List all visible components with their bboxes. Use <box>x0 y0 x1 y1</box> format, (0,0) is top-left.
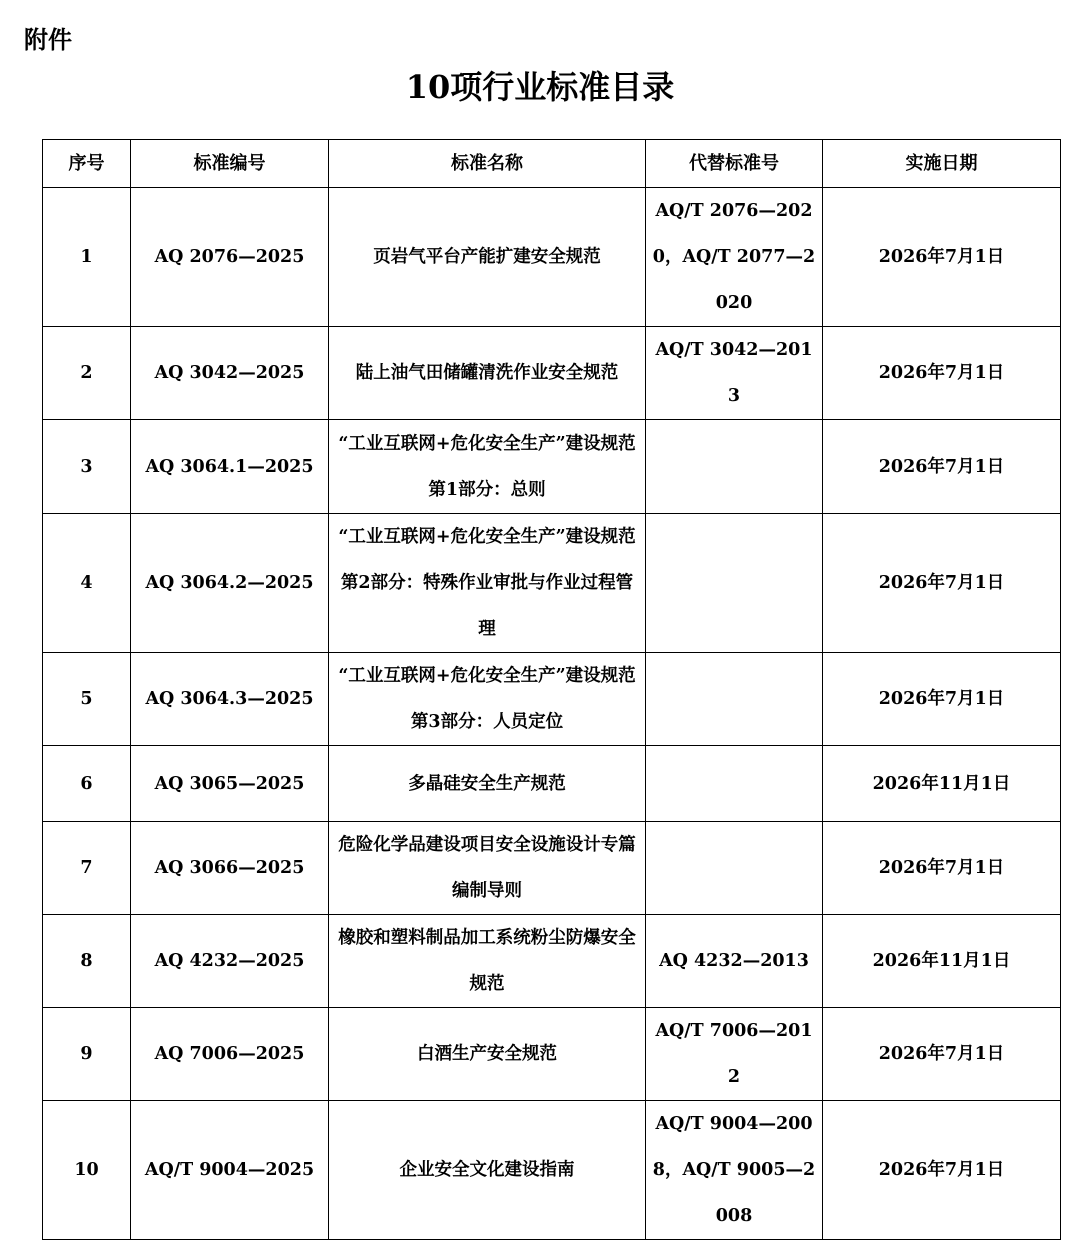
table-row <box>43 327 1061 420</box>
cell-name: “工业互联网+危化安全生产”建设规范 第2部分：特殊作业审批与作业过程管理 <box>329 514 646 653</box>
cell-no: 5 <box>43 653 131 746</box>
cell-code: AQ 3064.1—2025 <box>131 420 329 514</box>
cell-name: 危险化学品建设项目安全设施设计专篇编制导则 <box>329 822 646 915</box>
cell-no: 9 <box>43 1008 131 1101</box>
cell-name: 橡胶和塑料制品加工系统粉尘防爆安全规范 <box>329 915 646 1008</box>
cell-date: 2026年7月1日 <box>823 327 1061 420</box>
cell-no: 2 <box>43 327 131 420</box>
cell-replaced <box>646 653 823 746</box>
cell-code: AQ 7006—2025 <box>131 1008 329 1101</box>
cell-no: 3 <box>43 420 131 514</box>
cell-date: 2026年7月1日 <box>823 188 1061 327</box>
standards-table <box>42 139 1061 1240</box>
cell-date: 2026年7月1日 <box>823 420 1061 514</box>
cell-name: 页岩气平台产能扩建安全规范 <box>329 188 646 327</box>
column-header-no: 序号 <box>43 140 131 188</box>
cell-code: AQ 2076—2025 <box>131 188 329 327</box>
cell-code: AQ 3064.3—2025 <box>131 653 329 746</box>
cell-code: AQ 3042—2025 <box>131 327 329 420</box>
cell-replaced <box>646 822 823 915</box>
column-header-name: 标准名称 <box>329 140 646 188</box>
cell-code: AQ 3064.2—2025 <box>131 514 329 653</box>
document-title: 10项行业标准目录 <box>405 68 675 106</box>
cell-date: 2026年11月1日 <box>823 746 1061 822</box>
cell-date: 2026年7月1日 <box>823 1008 1061 1101</box>
cell-replaced: AQ/T 9004—2008，AQ/T 9005—2008 <box>646 1101 823 1240</box>
column-header-date: 实施日期 <box>823 140 1061 188</box>
table-row <box>43 188 1061 327</box>
cell-date: 2026年11月1日 <box>823 915 1061 1008</box>
cell-no: 1 <box>43 188 131 327</box>
cell-replaced: AQ/T 2076—2020，AQ/T 2077—2020 <box>646 188 823 327</box>
table-row <box>43 420 1061 514</box>
table-row <box>43 915 1061 1008</box>
cell-date: 2026年7月1日 <box>823 514 1061 653</box>
table-row <box>43 514 1061 653</box>
cell-replaced <box>646 746 823 822</box>
cell-replaced: AQ/T 7006—2012 <box>646 1008 823 1101</box>
table-row <box>43 1008 1061 1101</box>
cell-name: 多晶硅安全生产规范 <box>329 746 646 822</box>
cell-replaced <box>646 420 823 514</box>
cell-name: 企业安全文化建设指南 <box>329 1101 646 1240</box>
cell-name: “工业互联网+危化安全生产”建设规范 第3部分：人员定位 <box>329 653 646 746</box>
table-row <box>43 822 1061 915</box>
cell-no: 8 <box>43 915 131 1008</box>
cell-no: 7 <box>43 822 131 915</box>
cell-date: 2026年7月1日 <box>823 653 1061 746</box>
attachment-label: 附件 <box>24 26 72 54</box>
cell-name: “工业互联网+危化安全生产”建设规范 第1部分：总则 <box>329 420 646 514</box>
cell-code: AQ/T 9004—2025 <box>131 1101 329 1240</box>
column-header-code: 标准编号 <box>131 140 329 188</box>
cell-name: 白酒生产安全规范 <box>329 1008 646 1101</box>
column-header-replaced: 代替标准号 <box>646 140 823 188</box>
cell-code: AQ 3066—2025 <box>131 822 329 915</box>
table-row <box>43 746 1061 822</box>
cell-date: 2026年7月1日 <box>823 1101 1061 1240</box>
table-row <box>43 653 1061 746</box>
cell-no: 10 <box>43 1101 131 1240</box>
cell-no: 4 <box>43 514 131 653</box>
cell-replaced: AQ 4232—2013 <box>646 915 823 1008</box>
cell-code: AQ 3065—2025 <box>131 746 329 822</box>
table-header-row <box>43 140 1061 188</box>
cell-code: AQ 4232—2025 <box>131 915 329 1008</box>
cell-name: 陆上油气田储罐清洗作业安全规范 <box>329 327 646 420</box>
cell-replaced <box>646 514 823 653</box>
cell-replaced: AQ/T 3042—2013 <box>646 327 823 420</box>
table-row <box>43 1101 1061 1240</box>
cell-date: 2026年7月1日 <box>823 822 1061 915</box>
cell-no: 6 <box>43 746 131 822</box>
